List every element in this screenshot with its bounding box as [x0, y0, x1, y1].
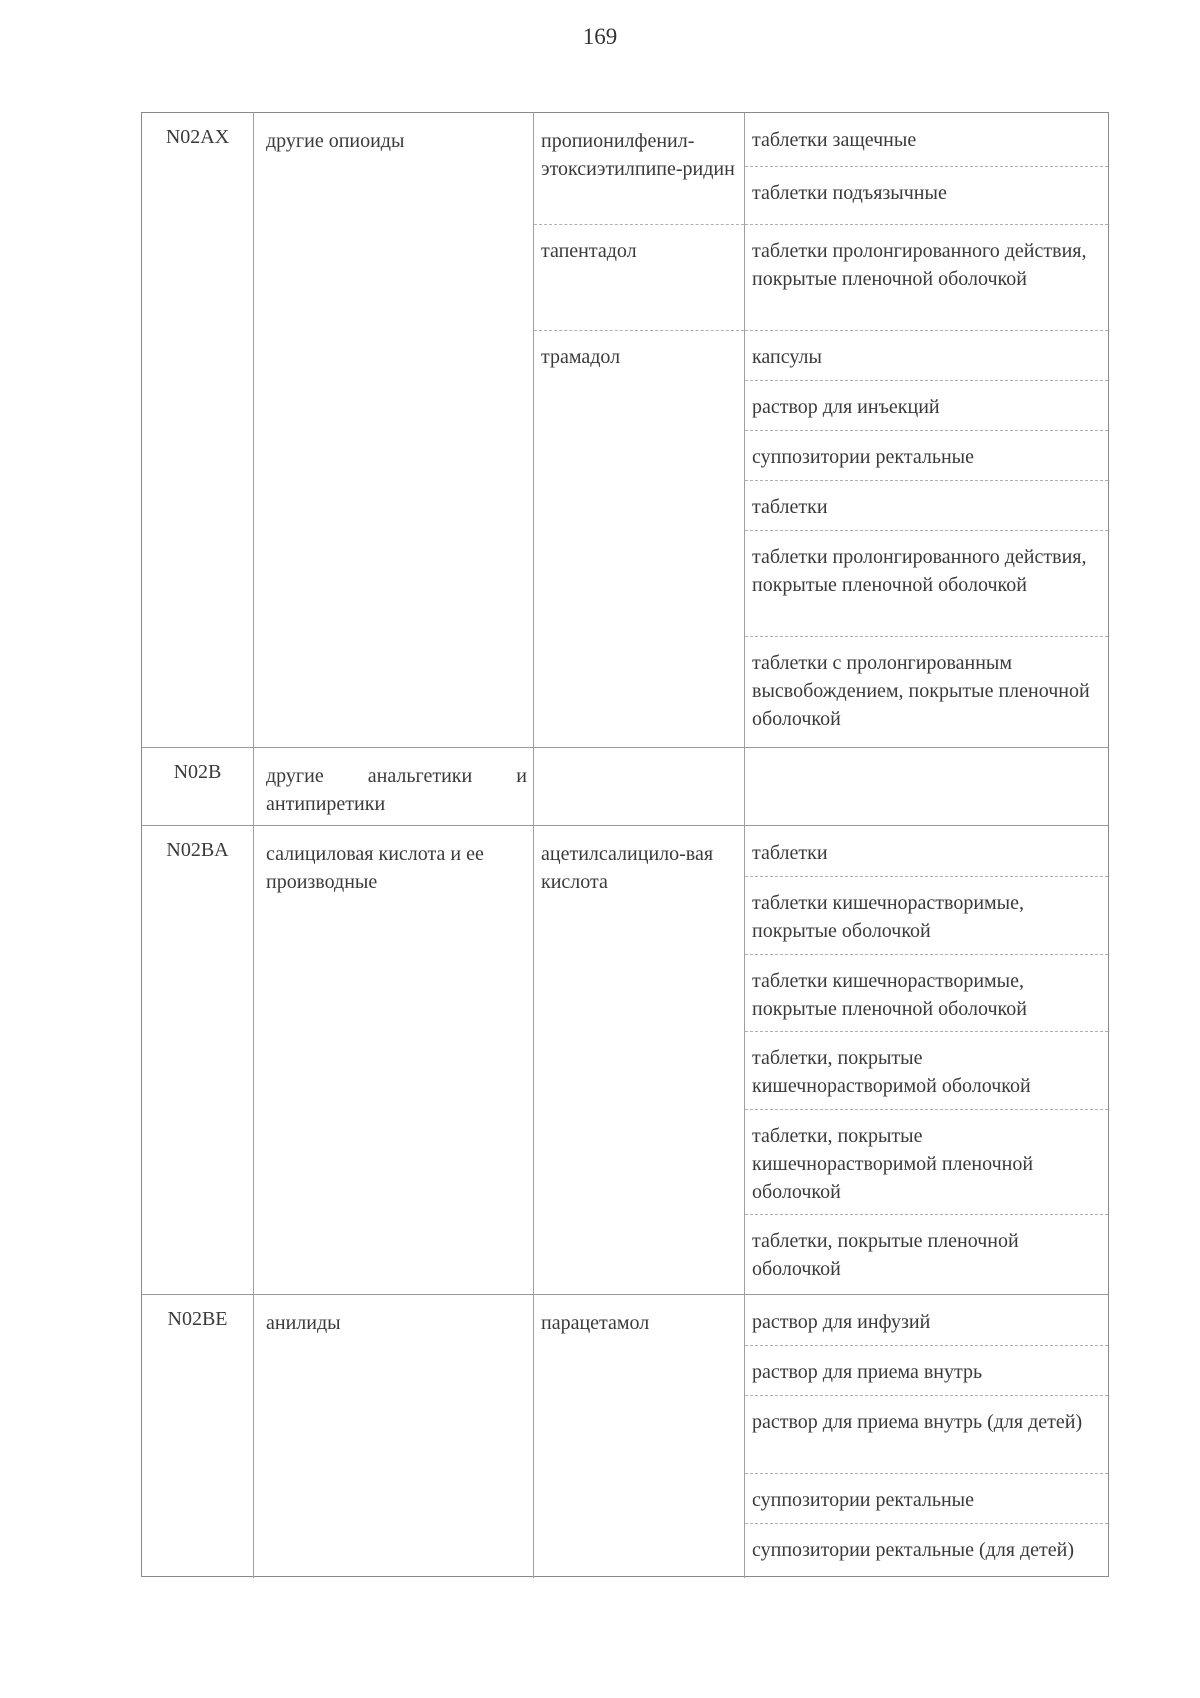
dosage-form: капсулы [745, 330, 1108, 380]
table-row [142, 113, 1108, 747]
drug-name: пропионилфенил-этоксиэтилпипе-ридин [541, 130, 735, 180]
dosage-form: таблетки [745, 480, 1108, 530]
dosage-form: раствор для инфузий [752, 1311, 931, 1333]
inn-column [534, 826, 745, 1294]
dosage-form: таблетки [752, 842, 828, 864]
group-name: другие анальгетики и антипиретики [254, 748, 534, 825]
inn-column [534, 113, 745, 747]
page-number: 169 [582, 24, 618, 49]
forms-column [745, 748, 1108, 825]
table-row [142, 1294, 1108, 1578]
group-name: другие опиоиды [254, 113, 534, 747]
dosage-form: раствор для инъекций [745, 380, 1108, 430]
forms-column [745, 113, 1108, 747]
drug-name: трамадол [534, 330, 744, 747]
dosage-form: таблетки кишечнорастворимые, покрытые пленочной оболочкой [745, 954, 1108, 1031]
atc-code: N02BA [142, 826, 254, 1294]
group-name: салициловая кислота и ее производные [254, 826, 534, 1294]
dosage-form: таблетки кишечнорастворимые, покрытые оболочкой [745, 876, 1108, 954]
atc-code: N02BE [142, 1295, 254, 1578]
dosage-form: таблетки с пролонгированным высвобождением, покрытые пленочной оболочкой [745, 636, 1108, 747]
drug-name: тапентадол [534, 224, 744, 330]
forms-column [745, 826, 1108, 1294]
table-row [142, 825, 1108, 1294]
atc-code: N02AX [142, 113, 254, 747]
dosage-form: раствор для приема внутрь [745, 1345, 1108, 1395]
dosage-form: таблетки, покрытые пленочной оболочкой [745, 1214, 1108, 1295]
dosage-form: таблетки, покрытые кишечнорастворимой пленочной оболочкой [745, 1109, 1108, 1214]
table-row [142, 747, 1108, 825]
inn-column [534, 748, 745, 825]
inn-column [534, 1295, 745, 1578]
dosage-form: суппозитории ректальные (для детей) [745, 1523, 1108, 1579]
dosage-form: таблетки защечные [752, 129, 917, 151]
dosage-form: таблетки, покрытые кишечнорастворимой оболочкой [745, 1031, 1108, 1109]
dosage-form: таблетки подъязычные [745, 166, 1108, 224]
atc-code: N02B [142, 748, 254, 825]
dosage-form: суппозитории ректальные [745, 430, 1108, 480]
dosage-form: раствор для приема внутрь (для детей) [745, 1395, 1108, 1473]
dosage-form: таблетки пролонгированного действия, покрытые пленочной оболочкой [745, 530, 1108, 636]
dosage-form: таблетки пролонгированного действия, покрытые пленочной оболочкой [745, 224, 1108, 330]
forms-column [745, 1295, 1108, 1578]
drug-name: парацетамол [541, 1312, 650, 1334]
drug-table [141, 112, 1109, 1577]
dosage-form: суппозитории ректальные [745, 1473, 1108, 1523]
group-name: анилиды [254, 1295, 534, 1578]
drug-name: ацетилсалицило-вая кислота [541, 843, 714, 893]
